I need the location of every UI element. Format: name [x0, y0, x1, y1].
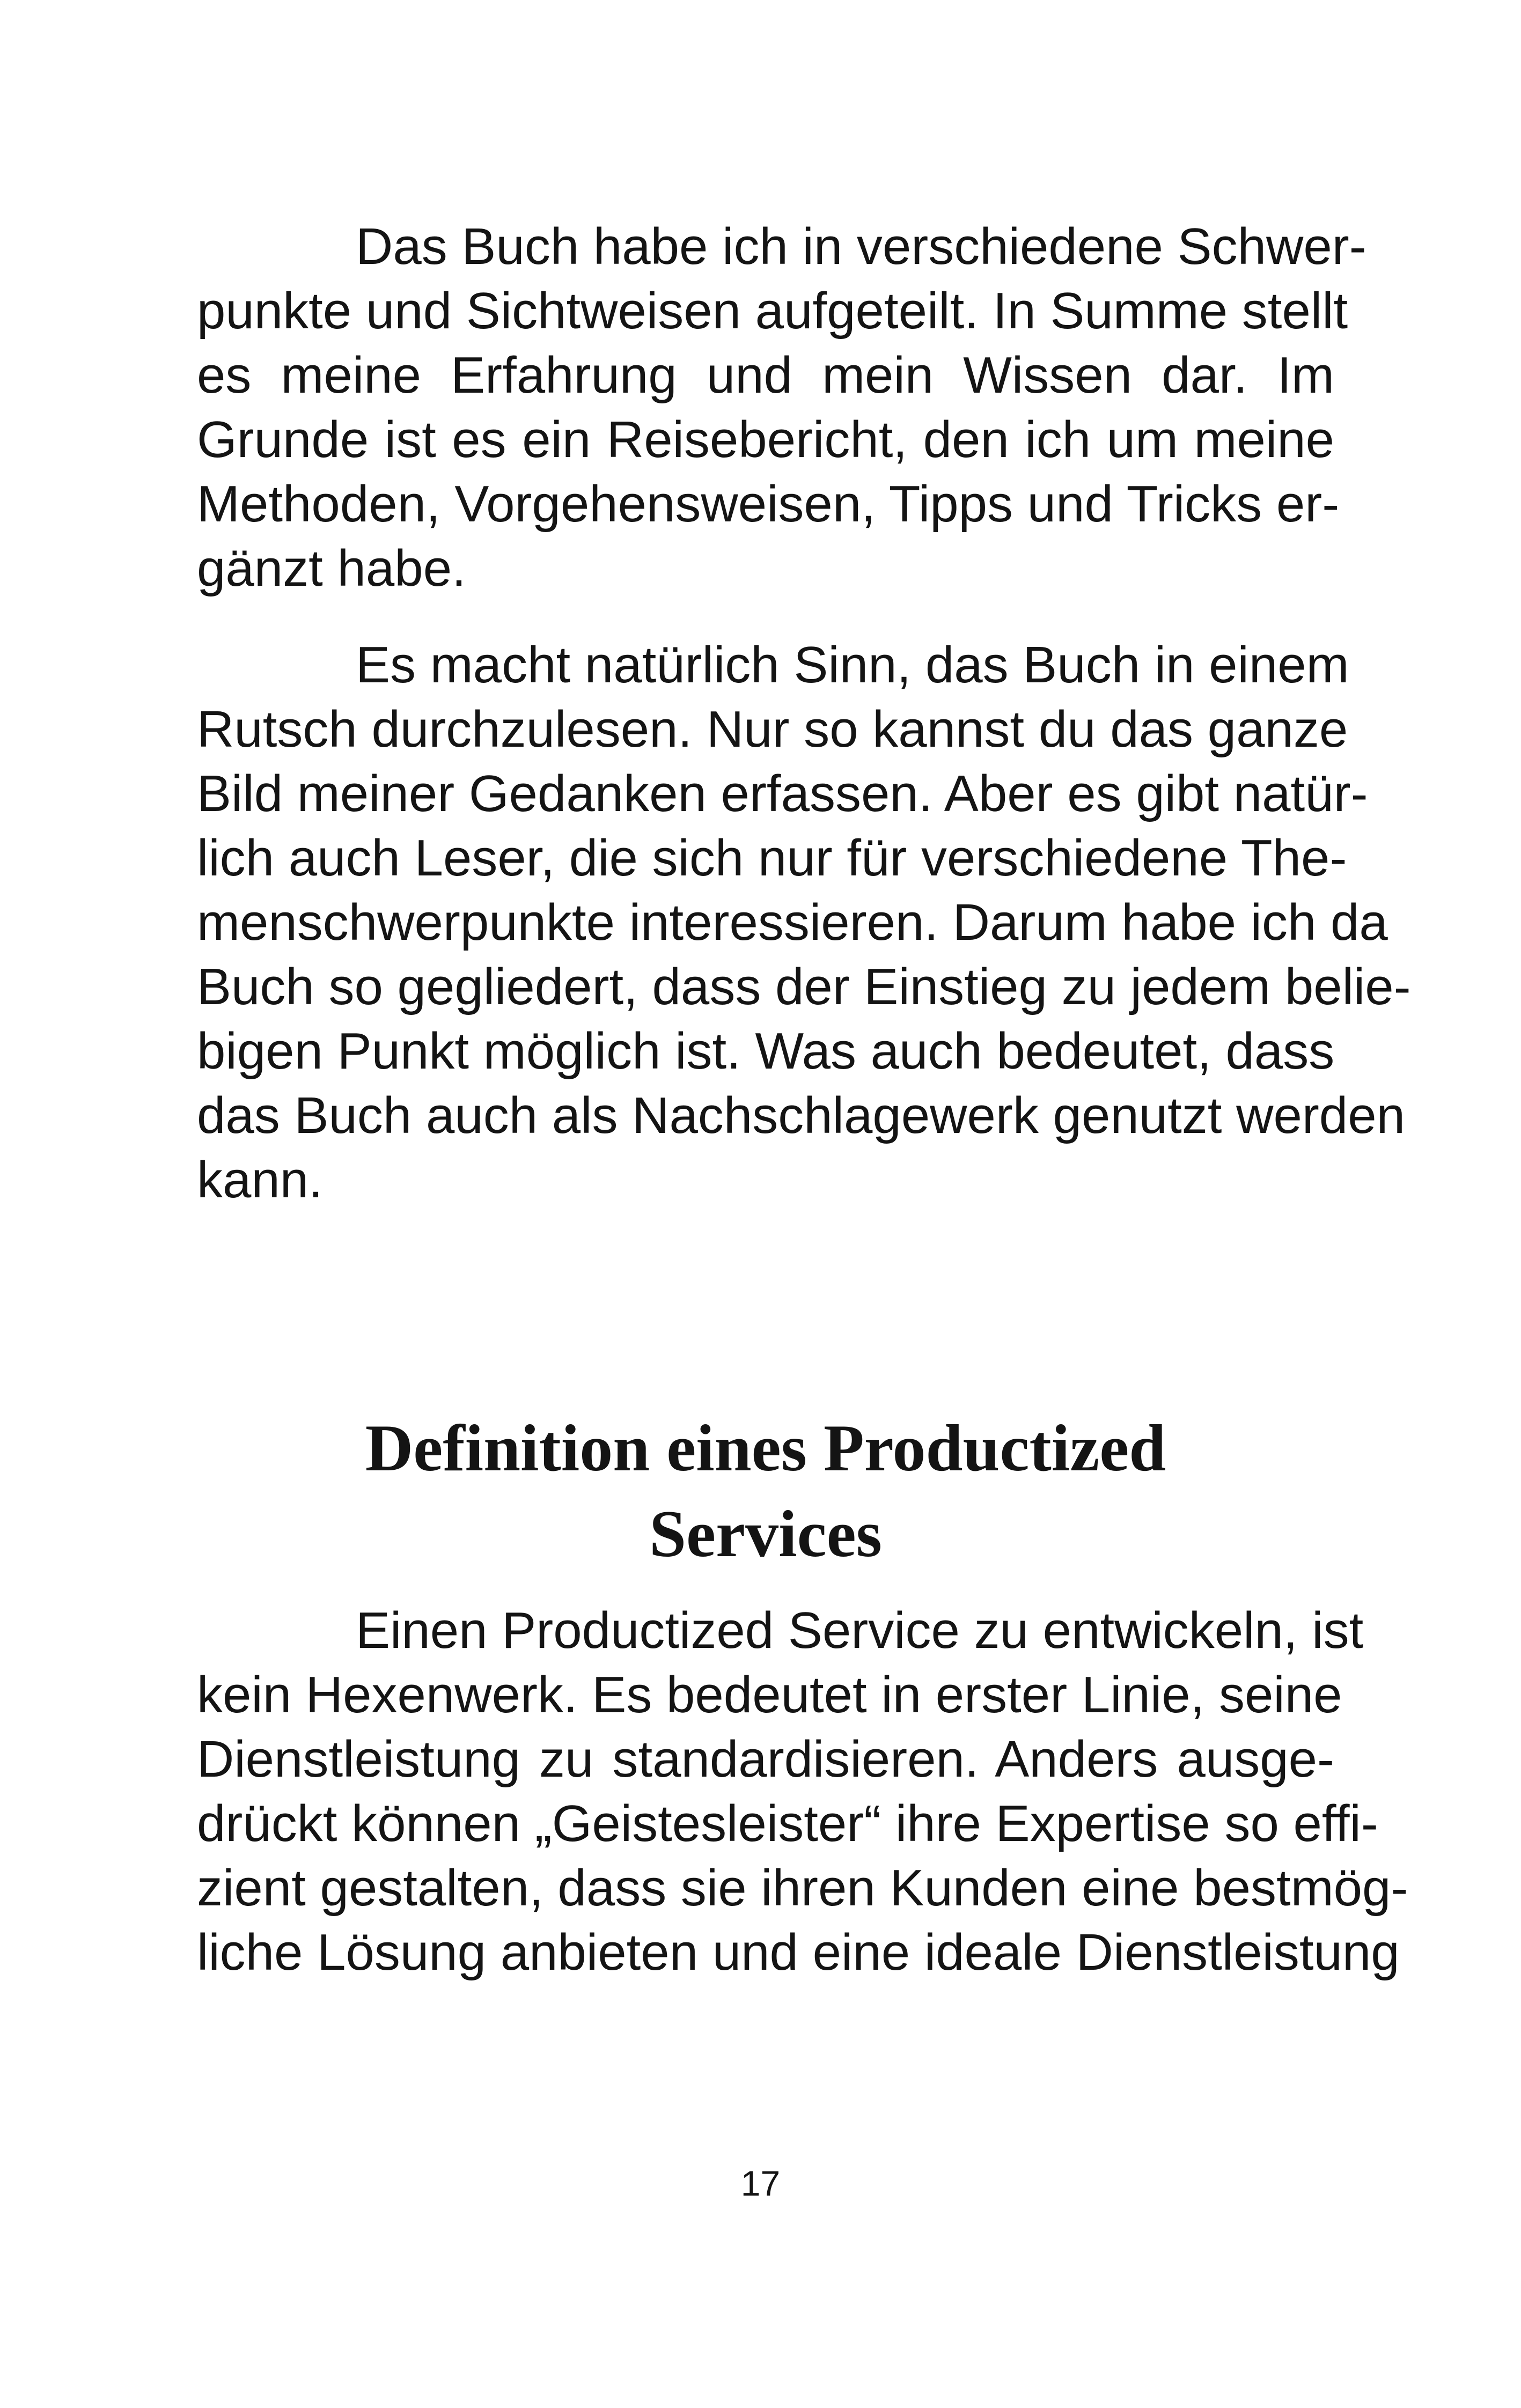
text-line: Es macht natürlich Sinn, das Buch in einem [356, 636, 1349, 694]
text-line: Bild meiner Gedanken erfassen. Aber es gibt natür- [197, 765, 1368, 822]
text-line: lich auch Leser, die sich nur für verschiedene The- [197, 829, 1347, 887]
section-heading-line: Services [649, 1497, 882, 1571]
text-line: Das Buch habe ich in verschiedene Schwer- [356, 218, 1366, 275]
text-line: gänzt habe. [197, 540, 466, 597]
text-line: es meine Erfahrung und mein Wissen dar. Im [197, 347, 1334, 404]
text-line: kein Hexenwerk. Es bedeutet in erster Linie, seine [197, 1666, 1342, 1724]
text-line: bigen Punkt möglich ist. Was auch bedeutet, dass [197, 1022, 1335, 1080]
text-line: kann. [197, 1151, 323, 1209]
text-line: Methoden, Vorgehensweisen, Tipps und Tricks er- [197, 475, 1340, 533]
text-line: Einen Productized Service zu entwickeln, ist [356, 1602, 1364, 1659]
text-line: menschwerpunkte interessieren. Darum habe ich da [197, 894, 1388, 951]
text-line: punkte und Sichtweisen aufgeteilt. In Summe stellt [197, 282, 1348, 340]
page-number: 17 [740, 2163, 781, 2203]
section-heading-line: Definition eines Productized [365, 1411, 1166, 1485]
text-line: Grunde ist es ein Reisebericht, den ich um meine [197, 411, 1334, 468]
text-line: Rutsch durchzulesen. Nur so kannst du das ganze [197, 701, 1348, 758]
text-line: Buch so gegliedert, dass der Einstieg zu jedem belie- [197, 958, 1411, 1015]
text-line: das Buch auch als Nachschlagewerk genutzt werden [197, 1087, 1405, 1144]
text-line: Dienstleistung zu standardisieren. Anders ausge- [197, 1730, 1334, 1788]
text-line: liche Lösung anbieten und eine ideale Dienstleistung [197, 1924, 1400, 1981]
text-line: drückt können „Geistesleister“ ihre Expertise so effi- [197, 1795, 1378, 1852]
text-line: zient gestalten, dass sie ihren Kunden eine bestmög- [197, 1859, 1408, 1917]
